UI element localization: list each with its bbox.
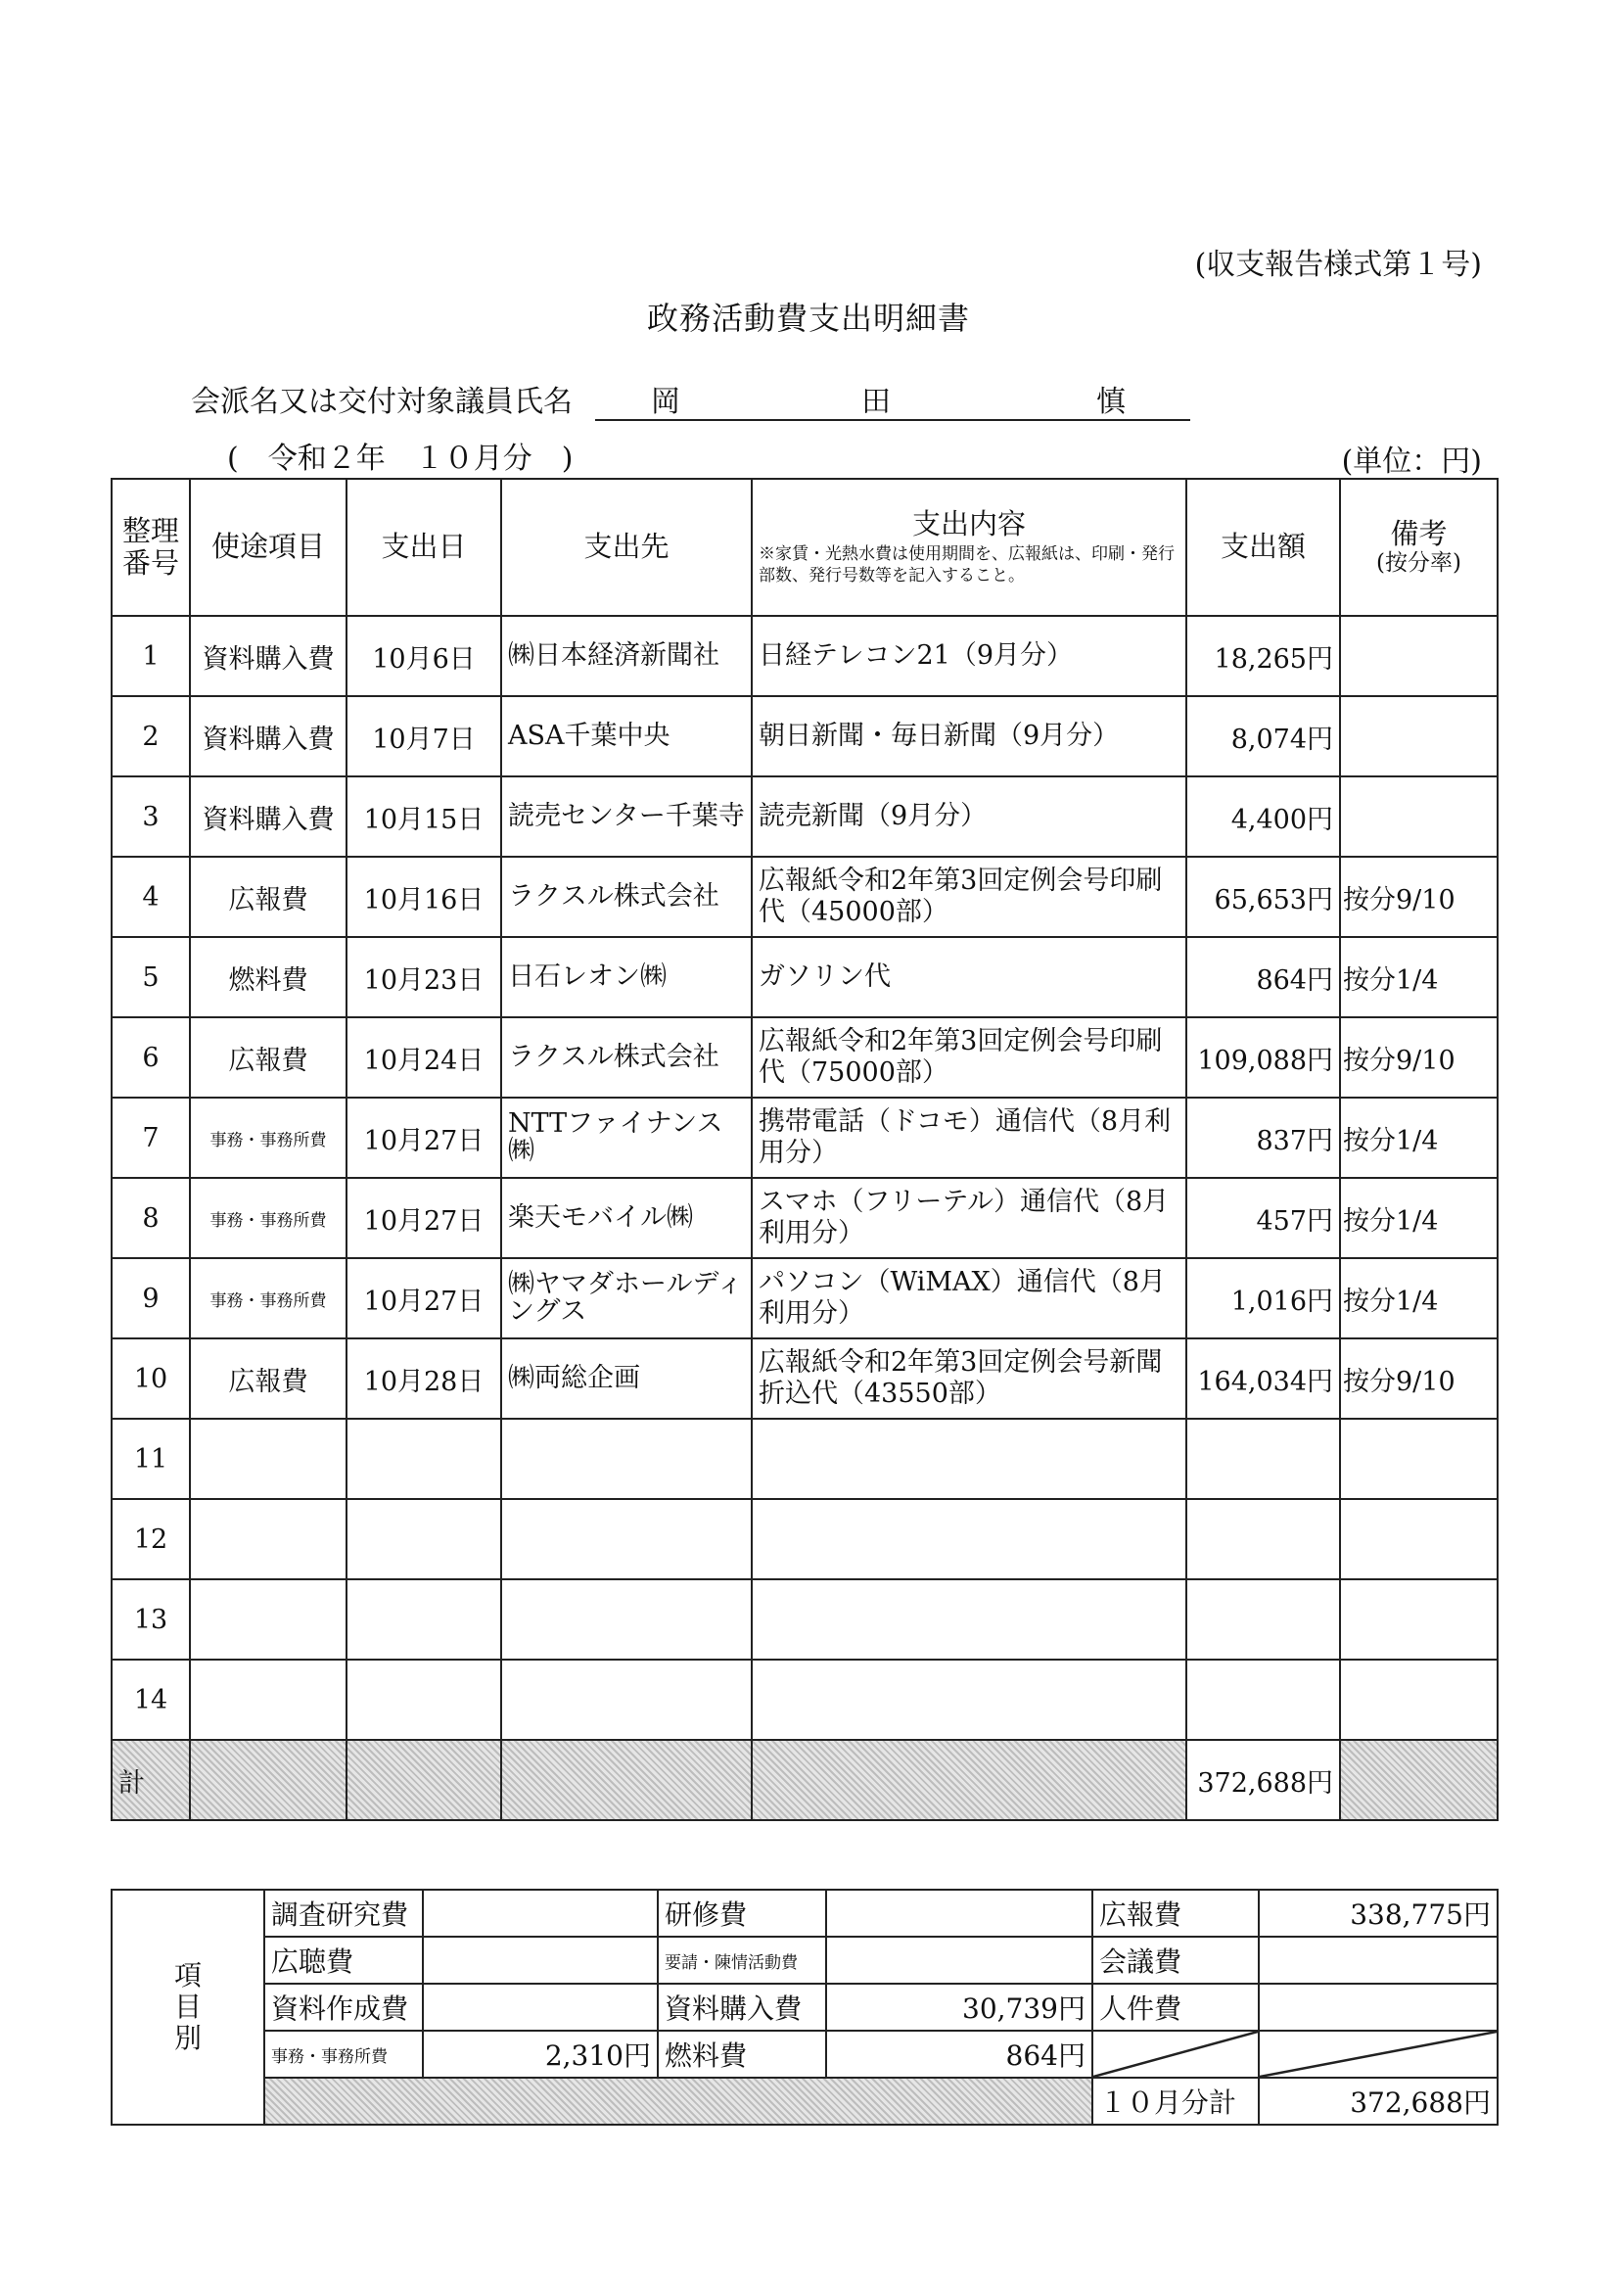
summary-row <box>112 2031 1498 2078</box>
summary-hearing-label: 広聴費 <box>264 1937 423 1984</box>
row-remarks: 按分1/4 <box>1340 1098 1498 1178</box>
row-date: 10月27日 <box>346 1178 501 1258</box>
row-content <box>752 1419 1186 1499</box>
summary-blank-crossed-cell <box>1092 2031 1259 2078</box>
row-content: スマホ（フリーテル）通信代（8月利用分） <box>752 1178 1186 1258</box>
row-content: 朝日新聞・毎日新聞（9月分） <box>752 696 1186 776</box>
table-row <box>112 1579 1498 1660</box>
row-remarks <box>1340 1419 1498 1499</box>
summary-heading-label: 項目別 <box>174 1958 203 2055</box>
row-number: 5 <box>112 937 190 1017</box>
table-row <box>112 1178 1498 1258</box>
summary-shaded-cell <box>264 2078 1092 2125</box>
table-row <box>112 1499 1498 1579</box>
row-date: 10月16日 <box>346 857 501 937</box>
row-payee <box>501 1419 752 1499</box>
table-header-row <box>112 479 1498 616</box>
row-date: 10月23日 <box>346 937 501 1017</box>
header-remarks-sub: (按分率) <box>1376 550 1461 577</box>
summary-blank-crossed-cell <box>1259 2031 1498 2078</box>
row-remarks: 按分9/10 <box>1340 1017 1498 1098</box>
row-number: 1 <box>112 616 190 696</box>
summary-row <box>112 1984 1498 2031</box>
row-category <box>190 1579 346 1660</box>
summary-personnel-label: 人件費 <box>1092 1984 1259 2031</box>
summary-personnel-value <box>1259 1984 1498 2031</box>
total-shaded-cell <box>501 1740 752 1820</box>
row-payee: ㈱ヤマダホールディングス <box>501 1258 752 1338</box>
table-row <box>112 937 1498 1017</box>
header-remarks-label: 備考 <box>1390 517 1448 551</box>
row-date: 10月15日 <box>346 776 501 857</box>
summary-hearing-value <box>423 1937 658 1984</box>
row-date <box>346 1419 501 1499</box>
table-row <box>112 1098 1498 1178</box>
row-content: ガソリン代 <box>752 937 1186 1017</box>
summary-training-value <box>826 1890 1092 1937</box>
summary-research-label: 調査研究費 <box>264 1890 423 1937</box>
summary-training-label: 研修費 <box>658 1890 826 1937</box>
row-content: 広報紙令和2年第3回定例会号新聞折込代（43550部） <box>752 1338 1186 1419</box>
row-number: 6 <box>112 1017 190 1098</box>
row-date <box>346 1660 501 1740</box>
row-payee: ラクスル株式会社 <box>501 857 752 937</box>
header-category: 使途項目 <box>190 479 346 616</box>
row-payee: 日石レオン㈱ <box>501 937 752 1017</box>
row-category <box>190 1419 346 1499</box>
header-content <box>752 479 1186 616</box>
row-category: 広報費 <box>190 1017 346 1098</box>
row-date: 10月24日 <box>346 1017 501 1098</box>
expenditure-table <box>111 478 1499 1821</box>
row-date: 10月27日 <box>346 1098 501 1178</box>
row-date: 10月6日 <box>346 616 501 696</box>
row-content: 広報紙令和2年第3回定例会号印刷代（75000部） <box>752 1017 1186 1098</box>
total-shaded-cell <box>752 1740 1186 1820</box>
row-remarks: 按分9/10 <box>1340 857 1498 937</box>
summary-materials-creation-value <box>423 1984 658 2031</box>
total-shaded-cell <box>346 1740 501 1820</box>
row-number: 9 <box>112 1258 190 1338</box>
row-payee: ラクスル株式会社 <box>501 1017 752 1098</box>
total-shaded-cell <box>190 1740 346 1820</box>
summary-meeting-label: 会議費 <box>1092 1937 1259 1984</box>
total-label: 計 <box>112 1740 190 1820</box>
row-payee: ㈱両総企画 <box>501 1338 752 1419</box>
row-number: 3 <box>112 776 190 857</box>
row-amount: 457円 <box>1186 1178 1340 1258</box>
row-amount: 164,034円 <box>1186 1338 1340 1419</box>
row-number: 4 <box>112 857 190 937</box>
row-date <box>346 1499 501 1579</box>
row-category: 事務・事務所費 <box>190 1098 346 1178</box>
summary-publicity-label: 広報費 <box>1092 1890 1259 1937</box>
row-payee: 楽天モバイル㈱ <box>501 1178 752 1258</box>
header-content-label: 支出内容 <box>911 507 1026 541</box>
row-remarks <box>1340 1660 1498 1740</box>
row-content: パソコン（WiMAX）通信代（8月利用分） <box>752 1258 1186 1338</box>
summary-materials-purchase-value: 30,739円 <box>826 1984 1092 2031</box>
row-payee <box>501 1660 752 1740</box>
row-remarks <box>1340 1579 1498 1660</box>
row-payee: NTTファイナンス㈱ <box>501 1098 752 1178</box>
row-date <box>346 1579 501 1660</box>
row-category: 広報費 <box>190 857 346 937</box>
row-category: 事務・事務所費 <box>190 1178 346 1258</box>
row-number: 11 <box>112 1419 190 1499</box>
table-row <box>112 1338 1498 1419</box>
summary-office-value: 2,310円 <box>423 2031 658 2078</box>
summary-fuel-label: 燃料費 <box>658 2031 826 2078</box>
row-number: 12 <box>112 1499 190 1579</box>
row-amount: 109,088円 <box>1186 1017 1340 1098</box>
summary-row <box>112 1890 1498 1937</box>
summary-fuel-value: 864円 <box>826 2031 1092 2078</box>
row-content <box>752 1499 1186 1579</box>
member-name-char-2: 田 <box>861 385 891 419</box>
row-date: 10月28日 <box>346 1338 501 1419</box>
row-remarks <box>1340 696 1498 776</box>
row-remarks <box>1340 616 1498 696</box>
summary-row <box>112 1937 1498 1984</box>
header-number: 整理番号 <box>112 479 190 616</box>
row-category: 資料購入費 <box>190 616 346 696</box>
row-amount: 8,074円 <box>1186 696 1340 776</box>
row-number: 8 <box>112 1178 190 1258</box>
row-remarks: 按分1/4 <box>1340 937 1498 1017</box>
member-name-label: 会派名又は交付対象議員氏名 <box>191 385 573 419</box>
summary-heading <box>112 1890 264 2125</box>
row-number: 2 <box>112 696 190 776</box>
row-category: 資料購入費 <box>190 696 346 776</box>
summary-month-total-value: 372,688円 <box>1259 2078 1498 2125</box>
table-row <box>112 857 1498 937</box>
header-date: 支出日 <box>346 479 501 616</box>
row-payee: ASA千葉中央 <box>501 696 752 776</box>
header-remarks <box>1340 479 1498 616</box>
row-content: 広報紙令和2年第3回定例会号印刷代（45000部） <box>752 857 1186 937</box>
summary-total-row <box>112 2078 1498 2125</box>
row-date: 10月27日 <box>346 1258 501 1338</box>
row-payee <box>501 1579 752 1660</box>
currency-unit: (単位：円) <box>1341 445 1482 479</box>
table-row <box>112 1258 1498 1338</box>
table-row <box>112 776 1498 857</box>
summary-materials-purchase-label: 資料購入費 <box>658 1984 826 2031</box>
table-row <box>112 696 1498 776</box>
row-date: 10月7日 <box>346 696 501 776</box>
summary-petition-value <box>826 1937 1092 1984</box>
document-title: 政務活動費支出明細書 <box>646 300 970 337</box>
row-content: 携帯電話（ドコモ）通信代（8月利用分） <box>752 1098 1186 1178</box>
row-category: 広報費 <box>190 1338 346 1419</box>
header-payee: 支出先 <box>501 479 752 616</box>
row-number: 13 <box>112 1579 190 1660</box>
row-remarks: 按分9/10 <box>1340 1338 1498 1419</box>
row-content: 日経テレコン21（9月分） <box>752 616 1186 696</box>
member-name-char-1: 岡 <box>651 385 680 419</box>
row-amount: 1,016円 <box>1186 1258 1340 1338</box>
row-number: 7 <box>112 1098 190 1178</box>
summary-month-total-label: １０月分計 <box>1092 2078 1259 2125</box>
row-category <box>190 1499 346 1579</box>
row-amount <box>1186 1419 1340 1499</box>
row-payee: 読売センター千葉寺 <box>501 776 752 857</box>
table-row <box>112 1419 1498 1499</box>
row-category: 燃料費 <box>190 937 346 1017</box>
row-remarks <box>1340 1499 1498 1579</box>
form-number: (収支報告様式第１号) <box>1194 248 1482 282</box>
header-amount: 支出額 <box>1186 479 1340 616</box>
table-row <box>112 1660 1498 1740</box>
row-amount: 65,653円 <box>1186 857 1340 937</box>
row-number: 10 <box>112 1338 190 1419</box>
summary-office-label: 事務・事務所費 <box>264 2031 423 2078</box>
table-row <box>112 616 1498 696</box>
row-amount: 4,400円 <box>1186 776 1340 857</box>
row-number: 14 <box>112 1660 190 1740</box>
table-row <box>112 1017 1498 1098</box>
row-payee: ㈱日本経済新聞社 <box>501 616 752 696</box>
total-amount: 372,688円 <box>1186 1740 1340 1820</box>
total-shaded-cell <box>1340 1740 1498 1820</box>
row-amount: 864円 <box>1186 937 1340 1017</box>
row-amount <box>1186 1579 1340 1660</box>
summary-materials-creation-label: 資料作成費 <box>264 1984 423 2031</box>
category-summary-table <box>111 1889 1499 2126</box>
row-category: 資料購入費 <box>190 776 346 857</box>
row-amount: 837円 <box>1186 1098 1340 1178</box>
row-amount <box>1186 1660 1340 1740</box>
summary-publicity-value: 338,775円 <box>1259 1890 1498 1937</box>
row-amount: 18,265円 <box>1186 616 1340 696</box>
row-amount <box>1186 1499 1340 1579</box>
row-content <box>752 1660 1186 1740</box>
row-content <box>752 1579 1186 1660</box>
report-period: ( 令和２年 １０月分 ) <box>227 442 574 476</box>
row-remarks: 按分1/4 <box>1340 1178 1498 1258</box>
row-payee <box>501 1499 752 1579</box>
total-row <box>112 1740 1498 1820</box>
row-remarks: 按分1/4 <box>1340 1258 1498 1338</box>
member-name-underline <box>595 419 1190 421</box>
row-category: 事務・事務所費 <box>190 1258 346 1338</box>
header-content-note: ※家賃・光熱水費は使用期間を、広報紙は、印刷・発行部数、発行号数等を記入すること。 <box>759 544 1175 586</box>
summary-meeting-value <box>1259 1937 1498 1984</box>
row-content: 読売新聞（9月分） <box>752 776 1186 857</box>
summary-petition-label: 要請・陳情活動費 <box>658 1937 826 1984</box>
row-category <box>190 1660 346 1740</box>
member-name-char-3: 慎 <box>1096 385 1126 419</box>
row-remarks <box>1340 776 1498 857</box>
summary-research-value <box>423 1890 658 1937</box>
